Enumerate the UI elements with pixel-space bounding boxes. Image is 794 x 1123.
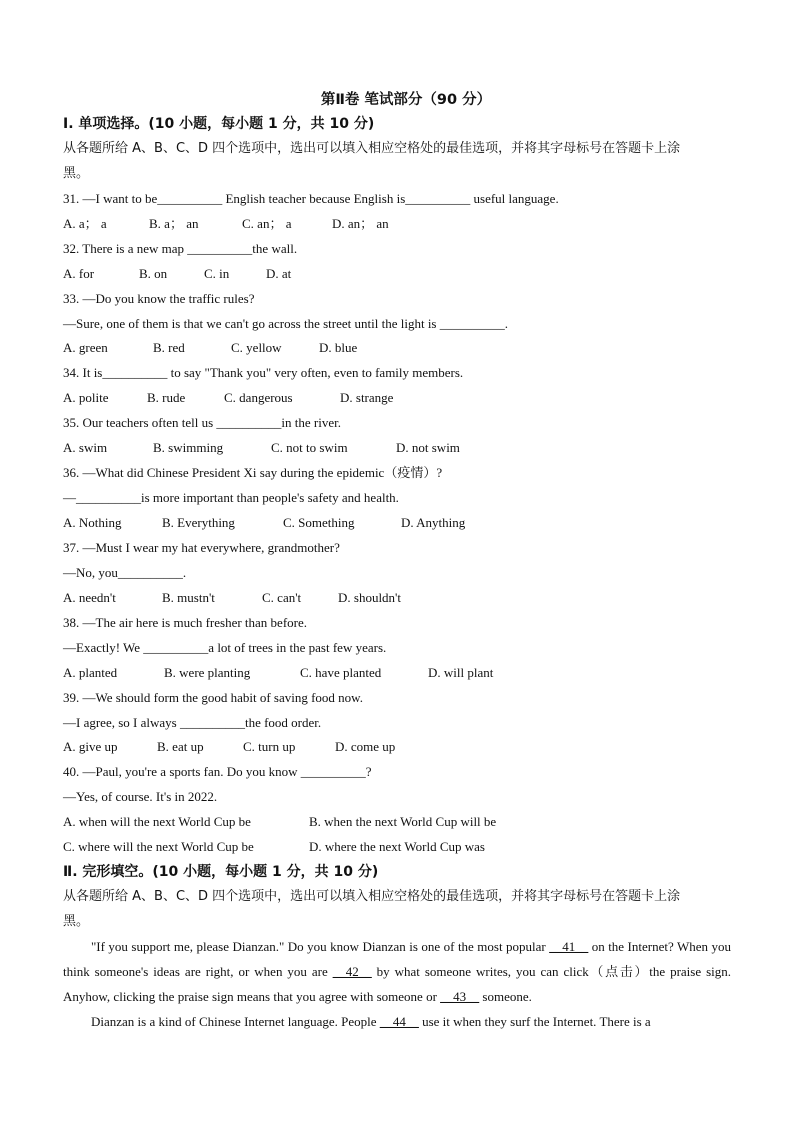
option-b: B. eat up <box>157 739 204 755</box>
option-b: B. red <box>153 340 185 356</box>
option-b: B. when the next World Cup will be <box>309 814 497 830</box>
question-stem: 37. —Must I wear my hat everywhere, grandmother? <box>63 539 340 555</box>
question-options <box>63 586 731 611</box>
question-options <box>63 436 731 461</box>
question-options <box>63 511 731 536</box>
question-37 <box>63 536 731 611</box>
blank-44: __44__ <box>379 1013 419 1029</box>
option-c: C. turn up <box>243 739 296 755</box>
question-options <box>63 835 731 860</box>
blank-42: __42__ <box>332 963 372 979</box>
section-2-heading: Ⅱ. 完形填空。(10 小题，每小题 1 分，共 10 分) <box>63 864 379 881</box>
question-31 <box>63 187 731 237</box>
passage-text: on the Internet? When you think someone's ideas are right, or when you are <box>63 938 731 979</box>
option-b: B. swimming <box>153 440 224 456</box>
question-stem: 35. Our teachers often tell us __________in the river. <box>63 415 341 431</box>
option-a: A. Nothing <box>63 515 122 530</box>
question-stem: 36. —What did Chinese President Xi say during the epidemic（疫情）? <box>63 465 443 481</box>
option-d: D. come up <box>335 739 396 755</box>
option-c: C. an； a <box>242 215 292 231</box>
option-a: A. a； a <box>63 215 107 231</box>
cloze-paragraph-1 <box>63 935 731 1010</box>
question-stem-reply: —Sure, one of them is that we can't go across the street until the light is __________. <box>63 315 508 331</box>
option-a: A. swim <box>63 440 108 456</box>
option-a: A. needn't <box>63 589 116 605</box>
question-stem: 38. —The air here is much fresher than before. <box>63 614 308 630</box>
option-b: B. were planting <box>164 664 251 680</box>
option-d: D. at <box>266 265 292 281</box>
question-stem: 40. —Paul, you're a sports fan. Do you know __________? <box>63 764 372 780</box>
option-a: A. green <box>63 340 108 356</box>
option-a: A. polite <box>63 390 109 406</box>
section-1-instruction-cont: 黑。 <box>63 165 90 181</box>
option-d: D. where the next World Cup was <box>309 839 485 855</box>
option-d: D. shouldn't <box>338 589 402 605</box>
option-c: C. Something <box>283 515 355 530</box>
option-b: B. Everything <box>162 515 235 530</box>
section-1-heading: Ⅰ. 单项选择。(10 小题，每小题 1 分，共 10 分) <box>63 116 375 132</box>
question-stem: 32. There is a new map __________the wall. <box>63 240 298 256</box>
option-d: D. blue <box>319 340 358 356</box>
section-2-instruction: 从各题所给 A、B、C、D 四个选项中，选出可以填入相应空格处的最佳选项，并将其字母标号在答题卡上涂 <box>63 889 681 905</box>
question-33 <box>63 287 731 362</box>
option-d: D. an； an <box>332 215 389 231</box>
question-options <box>63 661 731 686</box>
option-d: D. strange <box>340 390 394 406</box>
passage-text: use it when they surf the Internet. There is a <box>418 1013 651 1029</box>
question-38 <box>63 611 731 686</box>
section-2-instruction-cont: 黑。 <box>63 914 90 929</box>
option-b: B. mustn't <box>162 589 215 605</box>
passage-text: "If you support me, please Dianzan." Do you know Dianzan is one of the most popular <box>91 938 550 954</box>
question-stem: 33. —Do you know the traffic rules? <box>63 290 255 306</box>
question-36 <box>63 461 731 536</box>
question-stem: 34. It is__________ to say "Thank you" very often, even to family members. <box>63 365 464 381</box>
question-stem-reply: —Exactly! We __________a lot of trees in the past few years. <box>63 639 387 655</box>
question-options <box>63 735 731 760</box>
option-b: B. a； an <box>149 215 199 231</box>
option-a: A. for <box>63 265 95 281</box>
option-a: A. when will the next World Cup be <box>63 814 251 830</box>
question-stem: 31. —I want to be__________ English teacher because English is__________ useful language. <box>63 190 559 206</box>
option-c: C. have planted <box>300 664 382 680</box>
part-title: 第Ⅱ卷 笔试部分（90 分） <box>320 92 492 108</box>
question-stem-reply: —Yes, of course. It's in 2022. <box>63 789 218 805</box>
option-c: C. yellow <box>231 340 282 356</box>
question-options <box>63 212 731 237</box>
option-c: C. not to swim <box>271 440 348 456</box>
passage-text: someone. <box>479 988 532 1004</box>
passage-text: Dianzan is a kind of Chinese Internet language. People <box>91 1013 380 1029</box>
option-c: C. can't <box>262 589 302 605</box>
blank-41: __41__ <box>549 938 589 954</box>
exam-page <box>63 88 731 1035</box>
question-options <box>63 386 731 411</box>
option-d: D. Anything <box>401 515 466 530</box>
question-stem-reply: —I agree, so I always __________the food order. <box>63 714 322 730</box>
option-b: B. on <box>139 265 168 281</box>
cloze-paragraph-2 <box>63 1010 731 1035</box>
option-d: D. not swim <box>396 440 460 456</box>
option-c: C. in <box>204 265 230 281</box>
question-stem-reply: —No, you__________. <box>63 564 187 580</box>
option-a: A. planted <box>63 664 118 680</box>
blank-43: __43__ <box>440 988 480 1004</box>
question-39 <box>63 686 731 761</box>
question-32 <box>63 237 731 287</box>
question-40 <box>63 760 731 860</box>
option-b: B. rude <box>147 390 186 406</box>
question-options <box>63 810 731 835</box>
question-35 <box>63 411 731 461</box>
option-d: D. will plant <box>428 664 494 680</box>
question-34 <box>63 361 731 411</box>
option-a: A. give up <box>63 739 118 755</box>
question-options <box>63 336 731 361</box>
option-c: C. dangerous <box>224 390 293 406</box>
section-1-instruction: 从各题所给 A、B、C、D 四个选项中，选出可以填入相应空格处的最佳选项，并将其字母标号在答题卡上涂 <box>63 140 681 156</box>
option-c: C. where will the next World Cup be <box>63 839 254 855</box>
question-stem-reply: —__________is more important than people's safety and health. <box>63 490 399 506</box>
passage-text: by what someone writes, you can click（点击）the praise sign. Anyhow, clicking the praise sign means that you agree with someone or <box>63 963 732 1004</box>
question-stem: 39. —We should form the good habit of saving food now. <box>63 689 363 705</box>
question-options <box>63 262 731 287</box>
